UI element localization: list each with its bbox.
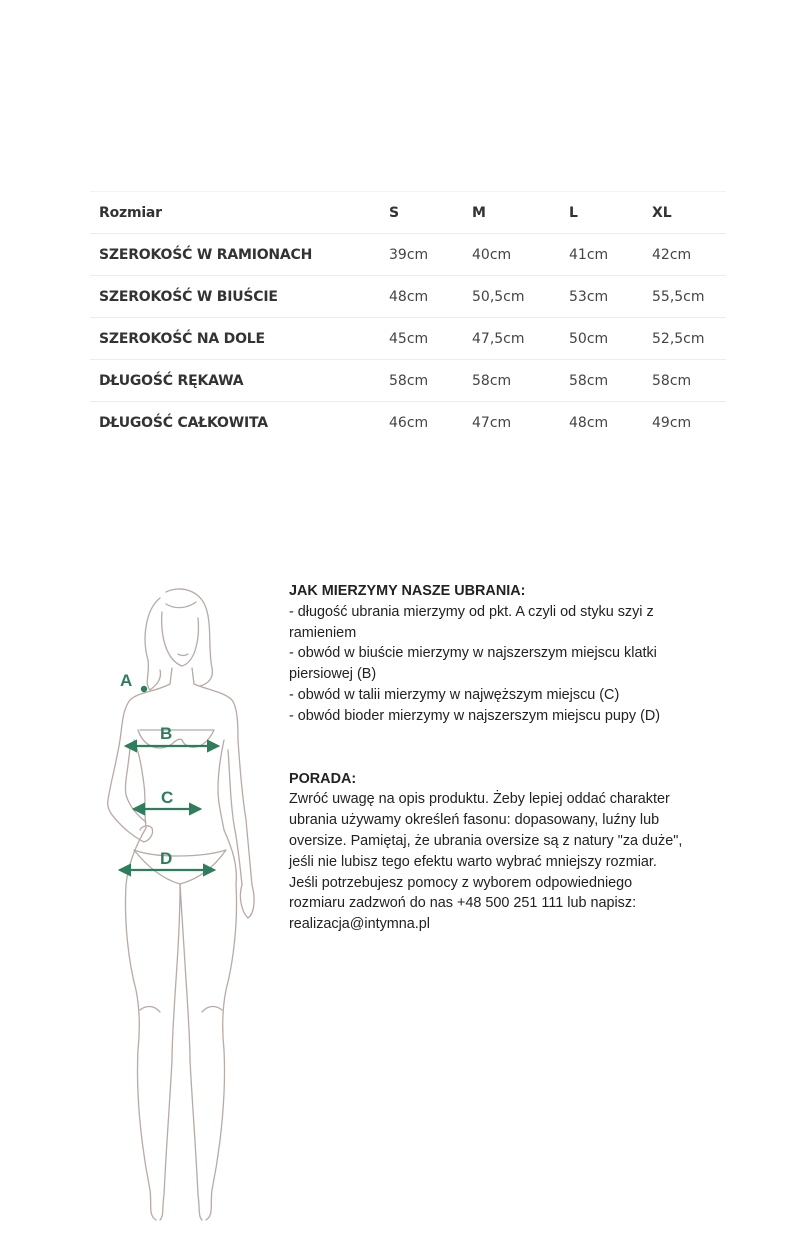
cell-value: 40cm <box>463 234 560 276</box>
size-table-header-row <box>90 192 726 234</box>
cell-value: 39cm <box>380 234 463 276</box>
cell-value: 41cm <box>560 234 643 276</box>
measure-heading: JAK MIERZYMY NASZE UBRANIA: <box>289 583 526 599</box>
row-label: DŁUGOŚĆ RĘKAWA <box>90 360 380 402</box>
cell-value: 49cm <box>643 402 726 444</box>
section-spacer <box>289 727 739 769</box>
row-label: DŁUGOŚĆ CAŁKOWITA <box>90 402 380 444</box>
advice-line: jeśli nie lubisz tego efektu warto wybrać mniejszy rozmiar. <box>289 853 657 870</box>
measure-line: - długość ubrania mierzymy od pkt. A czyli od styku szyi z <box>289 603 654 620</box>
advice-line: Jeśli potrzebujesz pomocy z wyborem odpowiedniego <box>289 874 633 891</box>
cell-value: 47,5cm <box>463 318 560 360</box>
point-a-marker <box>141 686 147 692</box>
header-cell-m: M <box>463 192 560 234</box>
cell-value: 48cm <box>560 402 643 444</box>
cell-value: 53cm <box>560 276 643 318</box>
measure-line: piersiowej (B) <box>289 666 377 683</box>
cell-value: 58cm <box>643 360 726 402</box>
cell-value: 45cm <box>380 318 463 360</box>
advice-line: rozmiaru zadzwoń do nas +48 500 251 111 lub napisz: <box>289 895 637 912</box>
point-label-c: C <box>161 788 174 807</box>
cell-value: 58cm <box>463 360 560 402</box>
cell-value: 52,5cm <box>643 318 726 360</box>
cell-value: 55,5cm <box>643 276 726 318</box>
table-row <box>90 234 726 276</box>
cell-value: 58cm <box>560 360 643 402</box>
row-label: SZEROKOŚĆ W BIUŚCIE <box>90 276 380 318</box>
table-row <box>90 360 726 402</box>
advice-line: Zwróć uwagę na opis produktu. Żeby lepiej oddać charakter <box>289 791 670 808</box>
advice-heading: PORADA: <box>289 770 357 787</box>
table-row <box>90 402 726 444</box>
cell-value: 58cm <box>380 360 463 402</box>
table-row <box>90 318 726 360</box>
cell-value: 48cm <box>380 276 463 318</box>
cell-value: 47cm <box>463 402 560 444</box>
cell-value: 50,5cm <box>463 276 560 318</box>
row-label: SZEROKOŚĆ NA DOLE <box>90 318 380 360</box>
measure-line: - obwód w talii mierzymy w najwęższym miejscu (C) <box>289 686 620 703</box>
point-label-d: D <box>160 849 173 868</box>
measure-line: - obwód bioder mierzymy w najszerszym miejscu pupy (D) <box>289 707 661 724</box>
measure-line: - obwód w biuście mierzymy w najszerszym miejscu klatki <box>289 645 657 662</box>
size-table <box>90 191 726 443</box>
cell-value: 50cm <box>560 318 643 360</box>
body-measurement-figure <box>100 580 270 1230</box>
header-cell-s: S <box>380 192 463 234</box>
advice-line: ubrania używamy określeń fasonu: dopasowany, luźny lub <box>289 812 660 829</box>
measurement-info <box>289 581 739 935</box>
table-row <box>90 276 726 318</box>
advice-line: oversize. Pamiętaj, że ubrania oversize są z natury "za duże", <box>289 832 683 849</box>
row-label: SZEROKOŚĆ W RAMIONACH <box>90 234 380 276</box>
point-label-a: A <box>120 671 133 690</box>
point-label-b: B <box>160 724 173 743</box>
header-cell-l: L <box>560 192 643 234</box>
measure-line: ramieniem <box>289 624 357 641</box>
cell-value: 46cm <box>380 402 463 444</box>
header-cell-size: Rozmiar <box>90 192 380 234</box>
header-cell-xl: XL <box>643 192 726 234</box>
cell-value: 42cm <box>643 234 726 276</box>
advice-email[interactable]: realizacja@intymna.pl <box>289 916 430 933</box>
